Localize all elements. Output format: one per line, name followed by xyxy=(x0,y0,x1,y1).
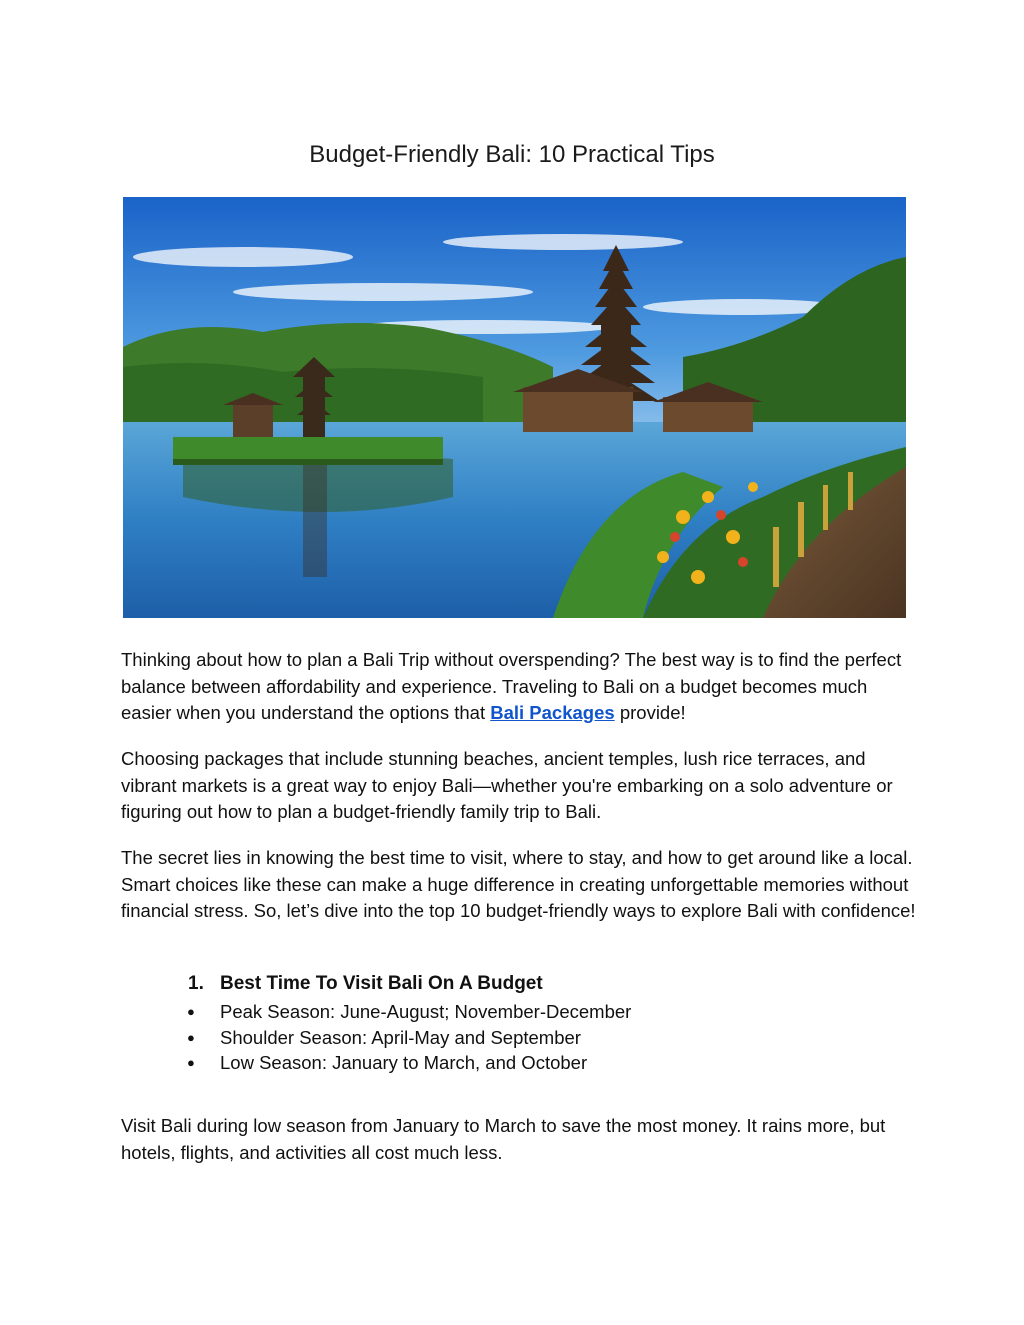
section-number: 1. xyxy=(188,973,204,994)
paragraph-3: The secret lies in knowing the best time to visit, where to stay, and how to get around like a local. Smart choices like these can make a huge difference in creating unforgettable memories without financial stress. So, let’s dive into the top 10 budget-friendly ways to explore Bali with confidence! xyxy=(121,847,916,921)
list-item-text: Shoulder Season: April-May and September xyxy=(220,1026,581,1048)
bali-packages-link[interactable]: Bali Packages xyxy=(490,702,615,723)
section-heading-1 xyxy=(188,973,543,995)
list-item xyxy=(186,1050,631,1076)
bullet-icon: ● xyxy=(187,1029,195,1045)
hero-image xyxy=(123,197,906,618)
section-heading-text: Best Time To Visit Bali On A Budget xyxy=(220,973,543,994)
season-list xyxy=(186,999,631,1076)
page-title: Budget-Friendly Bali: 10 Practical Tips xyxy=(309,141,715,168)
list-item xyxy=(186,999,631,1025)
intro-text-end: provide! xyxy=(614,702,686,723)
paragraph-4: Visit Bali during low season from January to March to save the most money. It rains more, but hotels, flights, and activities all cost much less. xyxy=(121,1115,886,1163)
list-item-text: Low Season: January to March, and October xyxy=(220,1052,588,1073)
list-item xyxy=(186,1025,631,1051)
list-item-text: Peak Season: June-August; November-December xyxy=(220,1001,632,1022)
intro-paragraph xyxy=(121,647,921,727)
intro-text: Thinking about how to plan a Bali Trip without overspending? The best way is to find the perfect balance between affordability and experience. Traveling to Bali on a budget becomes much easier when you understand the options that xyxy=(121,649,902,723)
bullet-icon: ● xyxy=(187,1004,195,1019)
bullet-icon: ● xyxy=(187,1055,195,1070)
paragraph-2: Choosing packages that include stunning beaches, ancient temples, lush rice terraces, and vibrant markets is a great way to enjoy Bali—whether you're embarking on a solo adventure or figuring out how to plan a budget-friendly family trip to Bali. xyxy=(121,748,893,822)
